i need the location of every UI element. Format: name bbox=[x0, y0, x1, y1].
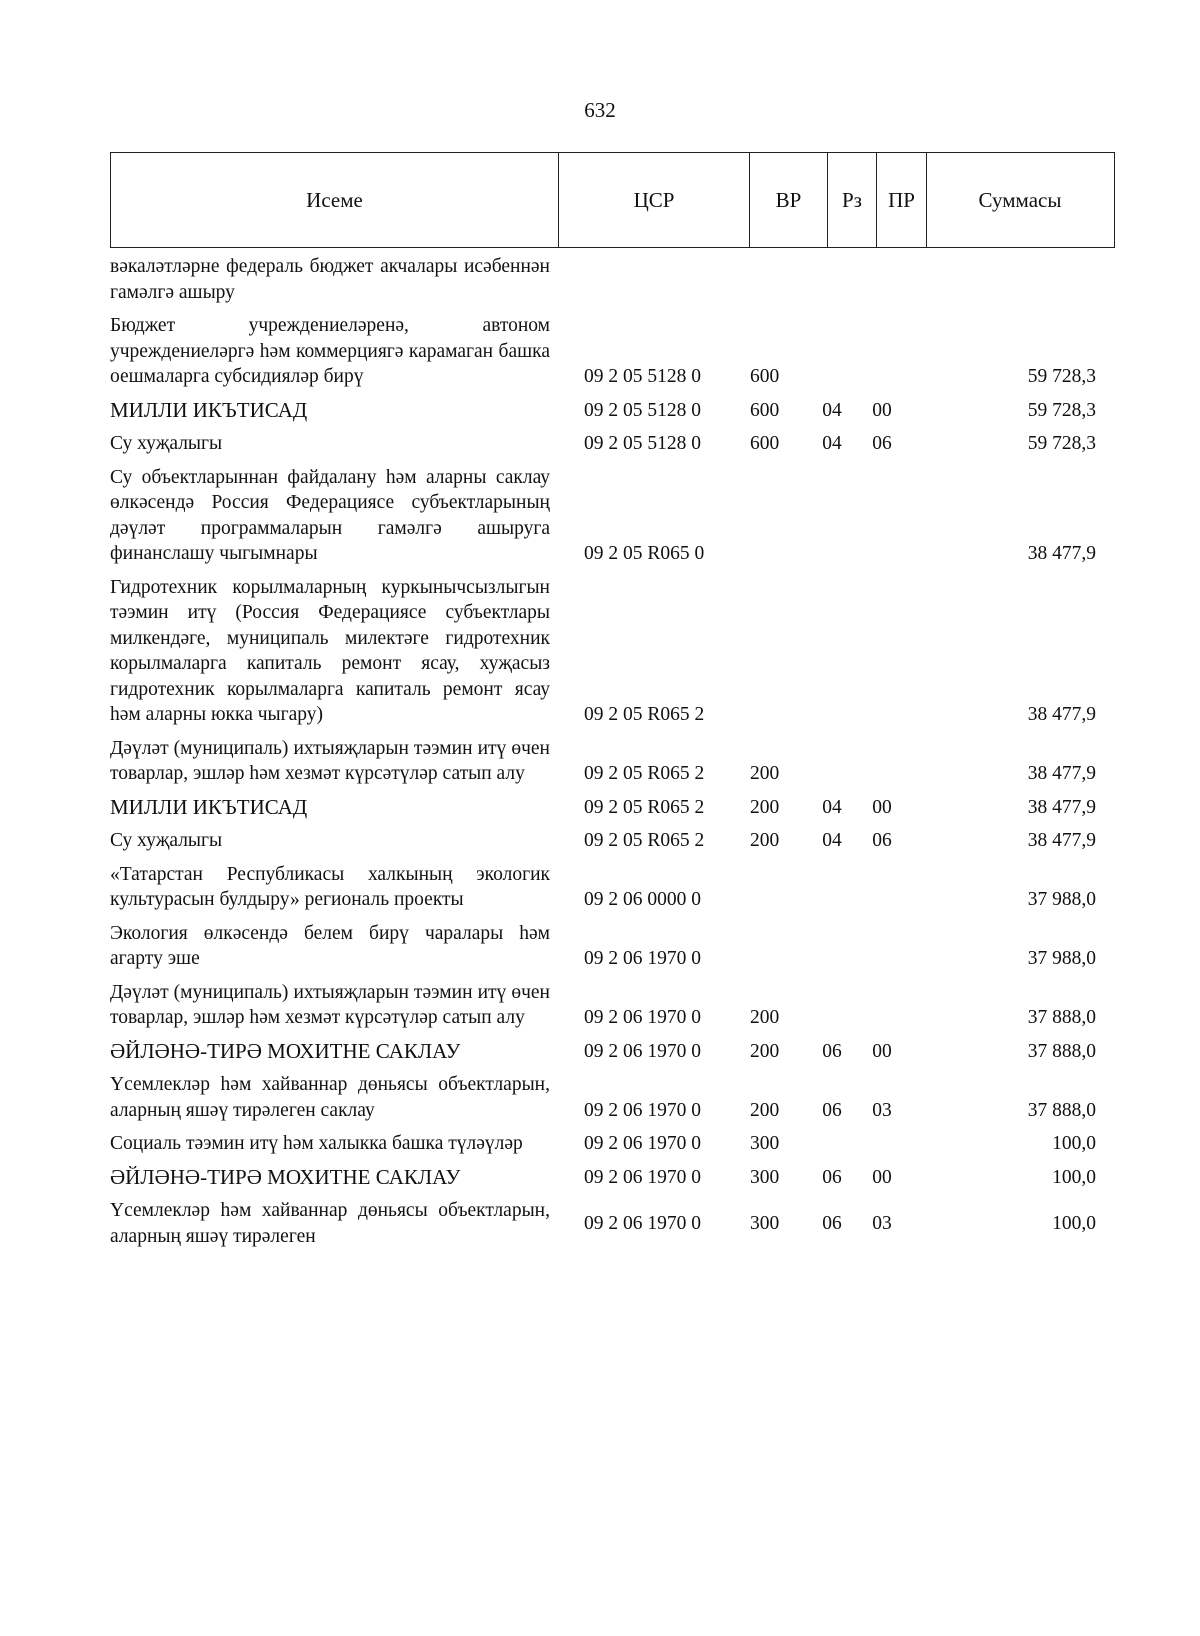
row-name: Социаль тәэмин итү һәм халыкка башка түләүләр bbox=[110, 1133, 523, 1154]
row-csr: 09 2 06 1970 0 bbox=[584, 1212, 701, 1234]
row-csr: 09 2 05 R065 2 bbox=[584, 830, 705, 851]
table-row bbox=[110, 1072, 1115, 1123]
row-vr: 300 bbox=[750, 1166, 780, 1188]
row-vr: 300 bbox=[750, 1212, 780, 1234]
row-name: ӘЙЛӘНӘ-ТИРӘ МОХИТНЕ САКЛАУ bbox=[110, 1164, 461, 1189]
row-name: Дәүләт (муниципаль) ихтыяҗларын тәэмин итү өчен товарлар, эшләр һәм хезмәт күрсәтүләр сатып алу bbox=[110, 737, 550, 784]
row-name: «Татарстан Республикасы халкының экологик культурасын булдыру» региональ проекты bbox=[110, 863, 550, 910]
row-rz: 04 bbox=[822, 433, 842, 454]
row-name: Бюджет учреждениеләренә, автоном учреждениеләргә һәм коммерциягә карамаган башка оешмаларга субсидияләр бирү bbox=[110, 315, 550, 387]
row-pr: 00 bbox=[872, 1166, 892, 1188]
table-body bbox=[110, 254, 1115, 1257]
row-vr: 200 bbox=[750, 763, 780, 784]
table-row bbox=[110, 921, 1115, 972]
page-number: 632 bbox=[584, 98, 616, 122]
row-name: Үсемлекләр һәм хайваннар дөньясы объектларын, аларның яшәү тирәлеген bbox=[110, 1200, 550, 1247]
table-header bbox=[110, 152, 1115, 248]
row-csr: 09 2 06 1970 0 bbox=[584, 1007, 701, 1028]
table-row bbox=[110, 1039, 1115, 1065]
header-vr: ВР bbox=[750, 153, 828, 247]
row-rz: 04 bbox=[822, 399, 842, 421]
table-row bbox=[110, 862, 1115, 913]
row-rz: 04 bbox=[822, 830, 842, 851]
row-pr: 00 bbox=[872, 1040, 892, 1062]
row-sum: 37 988,0 bbox=[1027, 948, 1096, 969]
row-csr: 09 2 06 1970 0 bbox=[584, 1099, 701, 1121]
row-csr: 09 2 05 R065 2 bbox=[584, 763, 705, 784]
row-rz: 06 bbox=[822, 1099, 842, 1121]
row-vr: 200 bbox=[750, 1099, 780, 1121]
table-row bbox=[110, 465, 1115, 567]
row-pr: 00 bbox=[872, 796, 892, 818]
header-csr: ЦСР bbox=[559, 153, 750, 247]
row-csr: 09 2 05 5128 0 bbox=[584, 399, 701, 421]
table-row bbox=[110, 575, 1115, 728]
row-vr: 200 bbox=[750, 796, 780, 818]
row-rz: 06 bbox=[822, 1212, 842, 1234]
table-row bbox=[110, 254, 1115, 305]
row-name: МИЛЛИ ИКЪТИСАД bbox=[110, 397, 308, 422]
table-row bbox=[110, 736, 1115, 787]
row-name: Экология өлкәсендә белем бирү чаралары һәм агарту эше bbox=[110, 922, 550, 969]
row-csr: 09 2 06 1970 0 bbox=[584, 948, 701, 969]
row-csr: 09 2 05 R065 2 bbox=[584, 796, 705, 818]
row-rz: 04 bbox=[822, 796, 842, 818]
row-csr: 09 2 05 R065 2 bbox=[584, 704, 705, 725]
row-sum: 38 477,9 bbox=[1027, 763, 1096, 784]
table-row bbox=[110, 828, 1115, 854]
row-sum: 59 728,3 bbox=[1027, 366, 1096, 387]
row-rz: 06 bbox=[822, 1166, 842, 1188]
row-vr: 200 bbox=[750, 1007, 780, 1028]
header-name: Исеме bbox=[111, 153, 559, 247]
row-vr: 600 bbox=[750, 366, 780, 387]
row-rz: 06 bbox=[822, 1040, 842, 1062]
row-sum: 38 477,9 bbox=[1027, 830, 1096, 851]
row-vr: 600 bbox=[750, 433, 780, 454]
row-name: Су объектларыннан файдалану һәм аларны саклау өлкәсендә Россия Федерациясе субъектларының дәүләт программаларын гамәлгә ашыруга финанслашу чыгымнары bbox=[110, 466, 550, 564]
row-name: Дәүләт (муниципаль) ихтыяҗларын тәэмин итү өчен товарлар, эшләр һәм хезмәт күрсәтүләр сатып алу bbox=[110, 981, 550, 1028]
row-vr: 300 bbox=[750, 1133, 780, 1154]
row-name: Су хуҗалыгы bbox=[110, 830, 223, 851]
row-sum: 37 888,0 bbox=[1027, 1007, 1096, 1028]
row-pr: 06 bbox=[872, 830, 892, 851]
row-pr: 03 bbox=[872, 1212, 892, 1234]
row-csr: 09 2 06 0000 0 bbox=[584, 889, 701, 910]
row-pr: 03 bbox=[872, 1099, 892, 1121]
header-pr: ПР bbox=[877, 153, 927, 247]
row-pr: 00 bbox=[872, 399, 892, 421]
row-vr: 600 bbox=[750, 399, 780, 421]
table-row bbox=[110, 313, 1115, 390]
row-sum: 38 477,9 bbox=[1027, 796, 1096, 818]
row-vr: 200 bbox=[750, 830, 780, 851]
row-csr: 09 2 06 1970 0 bbox=[584, 1166, 701, 1188]
row-csr: 09 2 05 5128 0 bbox=[584, 433, 701, 454]
row-sum: 100,0 bbox=[1052, 1133, 1096, 1154]
row-name: ӘЙЛӘНӘ-ТИРӘ МОХИТНЕ САКЛАУ bbox=[110, 1038, 461, 1063]
row-sum: 37 888,0 bbox=[1027, 1099, 1096, 1121]
row-name: вәкаләтләрне федераль бюджет акчалары исәбеннән гамәлгә ашыру bbox=[110, 256, 550, 303]
row-vr: 200 bbox=[750, 1040, 780, 1062]
row-name: Гидротехник корылмаларның куркынычсызлыгын тәэмин итү (Россия Федерациясе субъектлары милкендәге, муниципаль милектәге гидротехник корылмаларга капиталь ремонт ясау, хуҗасыз гидротехник корылмаларга капиталь ремонт ясау һәм аларны юкка чыгару) bbox=[110, 576, 550, 725]
row-name: Су хуҗалыгы bbox=[110, 433, 223, 454]
header-rz: Рз bbox=[828, 153, 877, 247]
row-name: МИЛЛИ ИКЪТИСАД bbox=[110, 794, 308, 819]
table-row bbox=[110, 1131, 1115, 1157]
row-sum: 59 728,3 bbox=[1027, 433, 1096, 454]
row-sum: 37 988,0 bbox=[1027, 889, 1096, 910]
row-csr: 09 2 06 1970 0 bbox=[584, 1133, 701, 1154]
row-csr: 09 2 06 1970 0 bbox=[584, 1040, 701, 1062]
header-sum: Суммасы bbox=[978, 187, 1062, 212]
table-row bbox=[110, 1198, 1115, 1249]
row-csr: 09 2 05 5128 0 bbox=[584, 366, 701, 387]
table-row bbox=[110, 795, 1115, 821]
row-sum: 100,0 bbox=[1052, 1166, 1096, 1188]
table-row bbox=[110, 1165, 1115, 1191]
row-sum: 37 888,0 bbox=[1027, 1040, 1096, 1062]
row-sum: 38 477,9 bbox=[1027, 543, 1096, 564]
row-sum: 59 728,3 bbox=[1027, 399, 1096, 421]
row-sum: 38 477,9 bbox=[1027, 704, 1096, 725]
row-pr: 06 bbox=[872, 433, 892, 454]
table-row bbox=[110, 431, 1115, 457]
row-csr: 09 2 05 R065 0 bbox=[584, 543, 705, 564]
table-row bbox=[110, 980, 1115, 1031]
table-row bbox=[110, 398, 1115, 424]
row-name: Үсемлекләр һәм хайваннар дөньясы объектларын, аларның яшәү тирәлеген саклау bbox=[110, 1074, 550, 1121]
row-sum: 100,0 bbox=[1052, 1212, 1096, 1234]
